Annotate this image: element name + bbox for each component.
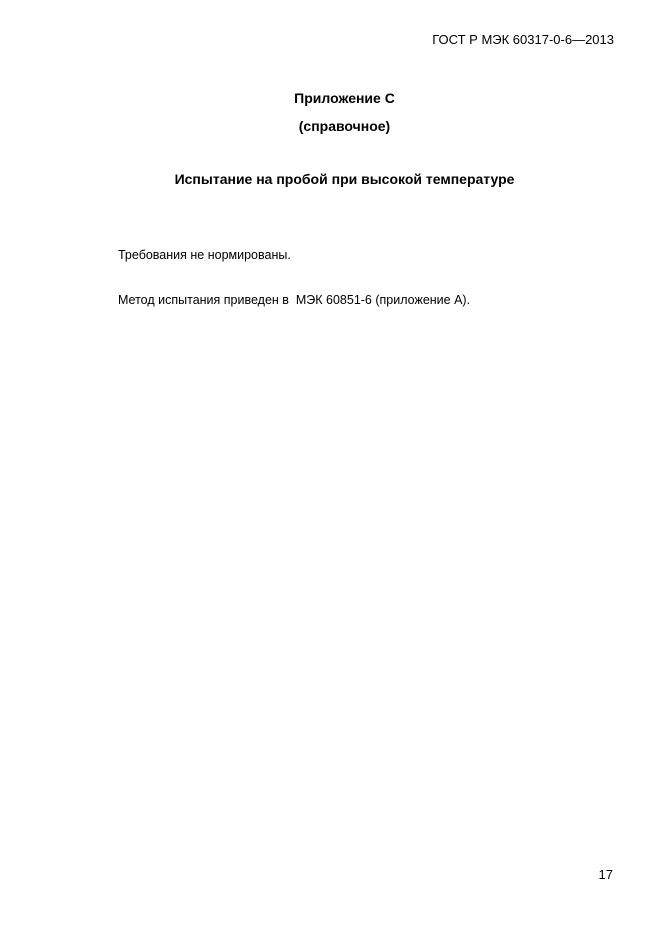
document-code: ГОСТ Р МЭК 60317-0-6—2013 [432, 32, 614, 47]
paragraph-requirements: Требования не нормированы. [118, 248, 291, 262]
paragraph-test-method: Метод испытания приведен в МЭК 60851-6 (приложение А). [118, 293, 471, 307]
appendix-status: (справочное) [298, 118, 391, 134]
appendix-title: Приложение С [294, 90, 395, 106]
section-heading: Испытание на пробой при высокой температуре [174, 171, 515, 187]
page-number: 17 [598, 867, 613, 882]
